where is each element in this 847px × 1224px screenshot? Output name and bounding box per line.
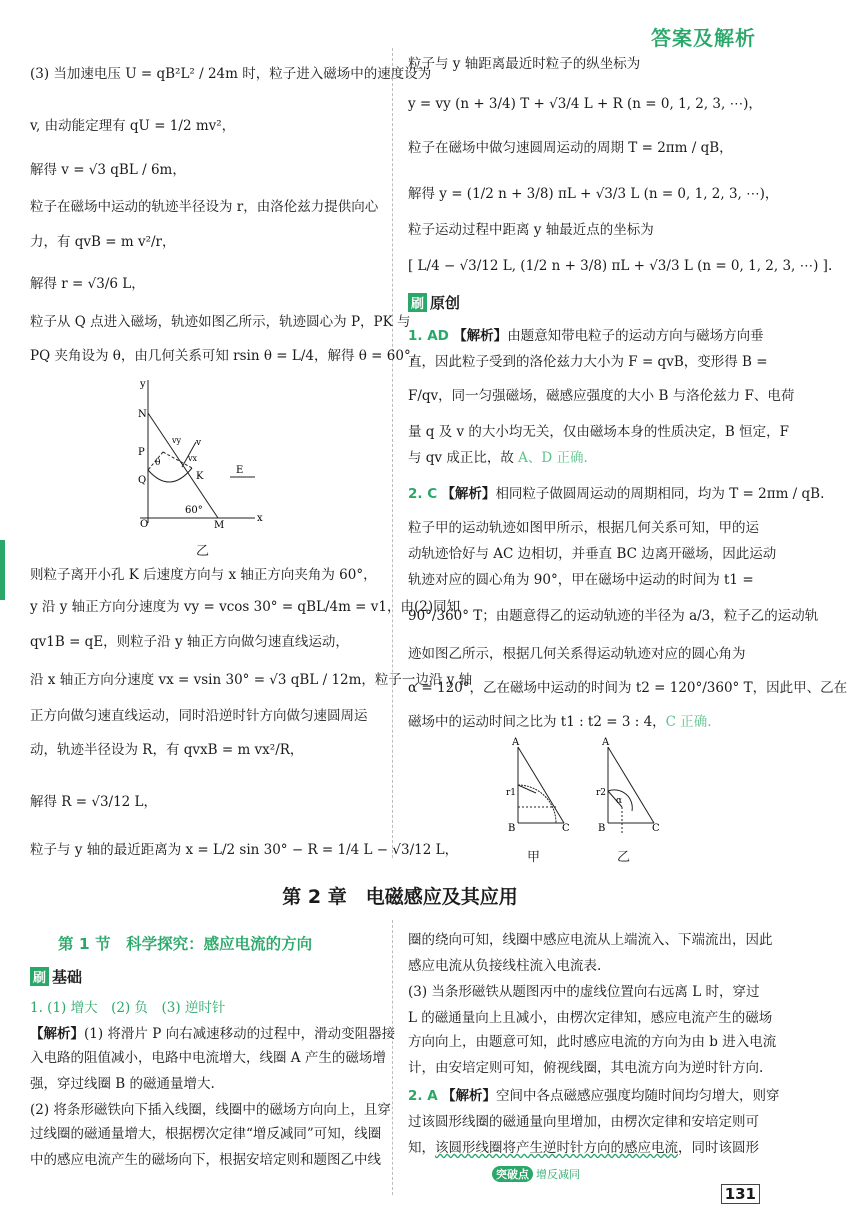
label-Q: Q bbox=[138, 475, 147, 486]
text-line: v, 由动能定理有 qU = 1/2 mv²， bbox=[30, 118, 236, 134]
text-line: (3) 当条形磁铁从题图丙中的虚线位置向右远离 L 时，穿过 bbox=[408, 984, 760, 1000]
answer-highlight: A、D 正确. bbox=[518, 450, 588, 466]
text-line: 知， bbox=[408, 1140, 435, 1156]
text-line: 正方向做匀速直线运动，同时沿逆时针方向做匀速圆周运 bbox=[30, 708, 368, 724]
text-line: 力，有 qvB = m v²/r， bbox=[30, 234, 176, 250]
right-column-top bbox=[408, 52, 847, 752]
text-line: y 沿 y 轴正方向分速度为 vy = vcos 30° = qBL/4m = v1，由(2)同知 bbox=[30, 599, 461, 615]
text-line: 粒子与 y 轴的最近距离为 x = L/2 sin 30° − R = 1/4 L − √3/12 L， bbox=[30, 842, 459, 858]
figure-caption-yi: 乙 bbox=[196, 544, 210, 559]
text-line: (3) 当加速电压 U = qB²L² / 24m 时，粒子进入磁场中的速度设为 bbox=[30, 66, 432, 82]
text-line bbox=[408, 420, 789, 440]
answer-1-line: 1. (1) 增大 (2) 负 (3) 逆时针 bbox=[30, 1000, 226, 1016]
answer-number: 2. C bbox=[408, 486, 438, 502]
section-title: 第 1 节 科学探究：感应电流的方向 bbox=[58, 935, 313, 953]
text-line: 轨迹对应的圆心角为 90°，甲在磁场中运动的时间为 t1 = bbox=[408, 572, 754, 588]
label-N: N bbox=[138, 409, 147, 420]
section-badge: 刷 bbox=[30, 967, 49, 986]
text-line: 磁场中的运动时间之比为 t1 : t2 = 3 : 4， bbox=[408, 714, 666, 730]
text-line: 空间中各点磁感应强度均随时间均匀增大，则穿 bbox=[495, 1088, 780, 1104]
label-v: v bbox=[196, 438, 202, 448]
label-A: A bbox=[602, 737, 610, 748]
text-line: 粒子在磁场中做匀速圆周运动的周期 T = 2πm / qB， bbox=[408, 140, 733, 156]
label-B: B bbox=[598, 823, 606, 834]
section-badge: 刷 bbox=[408, 293, 427, 312]
text-line: 沿 x 轴正方向分速度 vx = vsin 30° = √3 qBL / 12m，粒子一边沿 y 轴 bbox=[30, 672, 473, 688]
key-point-text: 增反减同 bbox=[536, 1168, 580, 1181]
text-line: 直，因此粒子受到的洛伦兹力大小为 F = qvB，变形得 B = bbox=[408, 354, 768, 370]
text-line: 则粒子离开小孔 K 后速度方向与 x 轴正方向夹角为 60°， bbox=[30, 567, 377, 583]
left-column-bottom bbox=[30, 960, 396, 1180]
label-y: y bbox=[140, 379, 146, 390]
section-title: 原创 bbox=[430, 294, 461, 312]
text-line: 由题意知带电粒子的运动方向与磁场方向垂 bbox=[507, 328, 764, 344]
text-line: (1) 将滑片 P 向右减速移动的过程中，滑动变阻器接 bbox=[84, 1026, 396, 1042]
text-line: 粒子甲的运动轨迹如图甲所示，根据几何关系可知，甲的运 bbox=[408, 520, 759, 536]
label-B: B bbox=[508, 823, 516, 834]
text-line: 计，由安培定则可知，俯视线圈，其电流方向为逆时针方向. bbox=[408, 1060, 764, 1076]
text-line: PQ 夹角设为 θ，由几何关系可知 rsin θ = L/4，解得 θ = 60°， bbox=[30, 348, 425, 364]
label-vx: vx bbox=[188, 454, 198, 463]
label-K: K bbox=[196, 471, 204, 482]
text-line: 解得 R = √3/12 L， bbox=[30, 794, 158, 810]
text-line: 动轨迹恰好与 AC 边相切，并垂直 BC 边离开磁场，因此运动 bbox=[408, 546, 777, 562]
key-phrase-underlined: 该圆形线圈将产生逆时针方向的感应电流 bbox=[435, 1140, 678, 1156]
text-line: 解得 v = √3 qBL / 6m， bbox=[30, 162, 186, 178]
text-line: 圈的绕向可知，线圈中感应电流从上端流入、下端流出，因此 bbox=[408, 932, 773, 948]
text-line: 粒子与 y 轴距离最近时粒子的纵坐标为 bbox=[408, 56, 641, 72]
text-line: 与 qv 成正比，故 bbox=[408, 450, 519, 466]
text-line: L 的磁通量向上且减小，由楞次定律知，感应电流产生的磁场 bbox=[408, 1010, 773, 1026]
text-line: 强，穿过线圈 B 的磁通量增大. bbox=[30, 1076, 215, 1092]
text-line: 90°/360° T；由题意得乙的运动轨迹的半径为 a/3，粒子乙的运动轨 bbox=[408, 608, 819, 624]
figure-jia-yi-triangles bbox=[500, 735, 690, 840]
label-vy: vy bbox=[172, 436, 182, 445]
page-number: 131 bbox=[721, 1184, 760, 1204]
right-column-bottom bbox=[408, 928, 780, 1168]
label-r2: r2 bbox=[596, 788, 607, 798]
text-line: qv1B = qE，则粒子沿 y 轴正方向做匀速直线运动， bbox=[30, 634, 349, 650]
text-line bbox=[408, 710, 712, 730]
label-O: O bbox=[140, 519, 149, 530]
text-line: 相同粒子做圆周运动的周期相同，均为 T = 2πm / qB. bbox=[495, 486, 825, 502]
text-line: α = 120°，乙在磁场中运动的时间为 t2 = 120°/360° T，因此甲、乙在 bbox=[408, 680, 847, 696]
label-theta: θ bbox=[155, 458, 161, 468]
text-line bbox=[408, 446, 588, 466]
label-E: E bbox=[236, 465, 244, 476]
label-angle-60: 60° bbox=[185, 505, 203, 516]
label-A: A bbox=[512, 737, 520, 748]
answer-2-line bbox=[408, 482, 824, 502]
section-title: 基础 bbox=[52, 968, 83, 986]
text-line: 感应电流从负接线柱流入电流表. bbox=[408, 958, 602, 974]
answer-2-line bbox=[408, 1084, 779, 1104]
analysis-tag: 【解析】 bbox=[453, 328, 508, 344]
page-header-title: 答案及解析 bbox=[651, 26, 756, 50]
text-line: 粒子运动过程中距离 y 轴最近点的坐标为 bbox=[408, 222, 654, 238]
label-C: C bbox=[562, 823, 570, 834]
text-line: 方向向上，由题意可知，此时感应电流的方向为由 b 进入电流 bbox=[408, 1034, 777, 1050]
text-line: 解得 r = √3/6 L， bbox=[30, 276, 145, 292]
analysis-tag: 【解析】 bbox=[30, 1026, 84, 1042]
text-line: y = vy (n + 3/4) T + √3/4 L + R (n = 0, 1, 2, 3, ⋯)， bbox=[408, 96, 762, 112]
label-alpha: α bbox=[616, 796, 623, 806]
text-line: 过线圈的磁通量增大，根据楞次定律“增反减同”可知，线圈 bbox=[30, 1126, 382, 1142]
text-line: 量 q 及 v 的大小均无关，仅由磁场本身的性质决定，B 恒定，F bbox=[408, 424, 790, 440]
figure-caption-jia: 甲 bbox=[527, 850, 541, 865]
label-r1: r1 bbox=[506, 788, 517, 798]
text-line: 迹如图乙所示，根据几何关系得运动轨迹对应的圆心角为 bbox=[408, 646, 746, 662]
text-line: 粒子在磁场中运动的轨迹半径设为 r，由洛伦兹力提供向心 bbox=[30, 199, 379, 215]
label-C: C bbox=[652, 823, 660, 834]
column-divider-top bbox=[392, 48, 393, 858]
section-jichu bbox=[30, 966, 82, 987]
column-divider-bottom bbox=[392, 920, 393, 1195]
chapter-title: 第 2 章 电磁感应及其应用 bbox=[282, 886, 518, 908]
key-point-note bbox=[492, 1166, 580, 1182]
text-line: 入电路的阻值减小，电路中电流增大，线圈 A 产生的磁场增 bbox=[30, 1050, 386, 1066]
text-line: ，同时该圆形 bbox=[678, 1140, 759, 1156]
text-line: 解得 y = (1/2 n + 3/8) πL + √3/3 L (n = 0, 1, 2, 3, ⋯)， bbox=[408, 186, 779, 202]
text-line: F/qv，同一匀强磁场，磁感应强度的大小 B 与洛伦兹力 F、电荷 bbox=[408, 388, 795, 404]
answer-number: 1. AD bbox=[408, 328, 449, 344]
answer-1-line bbox=[408, 324, 764, 344]
label-P: P bbox=[138, 447, 145, 458]
label-x: x bbox=[257, 513, 263, 524]
text-line: 粒子从 Q 点进入磁场，轨迹如图乙所示，轨迹圆心为 P，PK 与 bbox=[30, 314, 411, 330]
text-line: 中的感应电流产生的磁场向下，根据安培定则和题图乙中线 bbox=[30, 1152, 381, 1168]
text-line bbox=[30, 1022, 395, 1042]
figure-caption-yi-2: 乙 bbox=[617, 850, 631, 865]
key-point-badge: 突破点 bbox=[492, 1166, 533, 1182]
figure-yi-trajectory bbox=[130, 375, 270, 535]
section-yuanchuang bbox=[408, 292, 460, 313]
text-line: 过该圆形线圈的磁通量向里增加，由楞次定律和安培定则可 bbox=[408, 1114, 759, 1130]
analysis-tag: 【解析】 bbox=[441, 486, 496, 502]
text-line bbox=[408, 1136, 759, 1156]
analysis-tag: 【解析】 bbox=[441, 1088, 496, 1104]
text-line: 动，轨迹半径设为 R，有 qvxB = m vx²/R， bbox=[30, 742, 304, 758]
answer-highlight: C 正确. bbox=[665, 714, 712, 730]
label-M: M bbox=[214, 520, 225, 531]
text-line: (2) 将条形磁铁向下插入线圈，线圈中的磁场方向向上，且穿 bbox=[30, 1102, 391, 1118]
text-line: [ L/4 − √3/12 L, (1/2 n + 3/8) πL + √3/3 L (n = 0, 1, 2, 3, ⋯) ]. bbox=[408, 258, 833, 274]
answer-number: 2. A bbox=[408, 1088, 438, 1104]
side-tab-marker bbox=[0, 540, 5, 600]
